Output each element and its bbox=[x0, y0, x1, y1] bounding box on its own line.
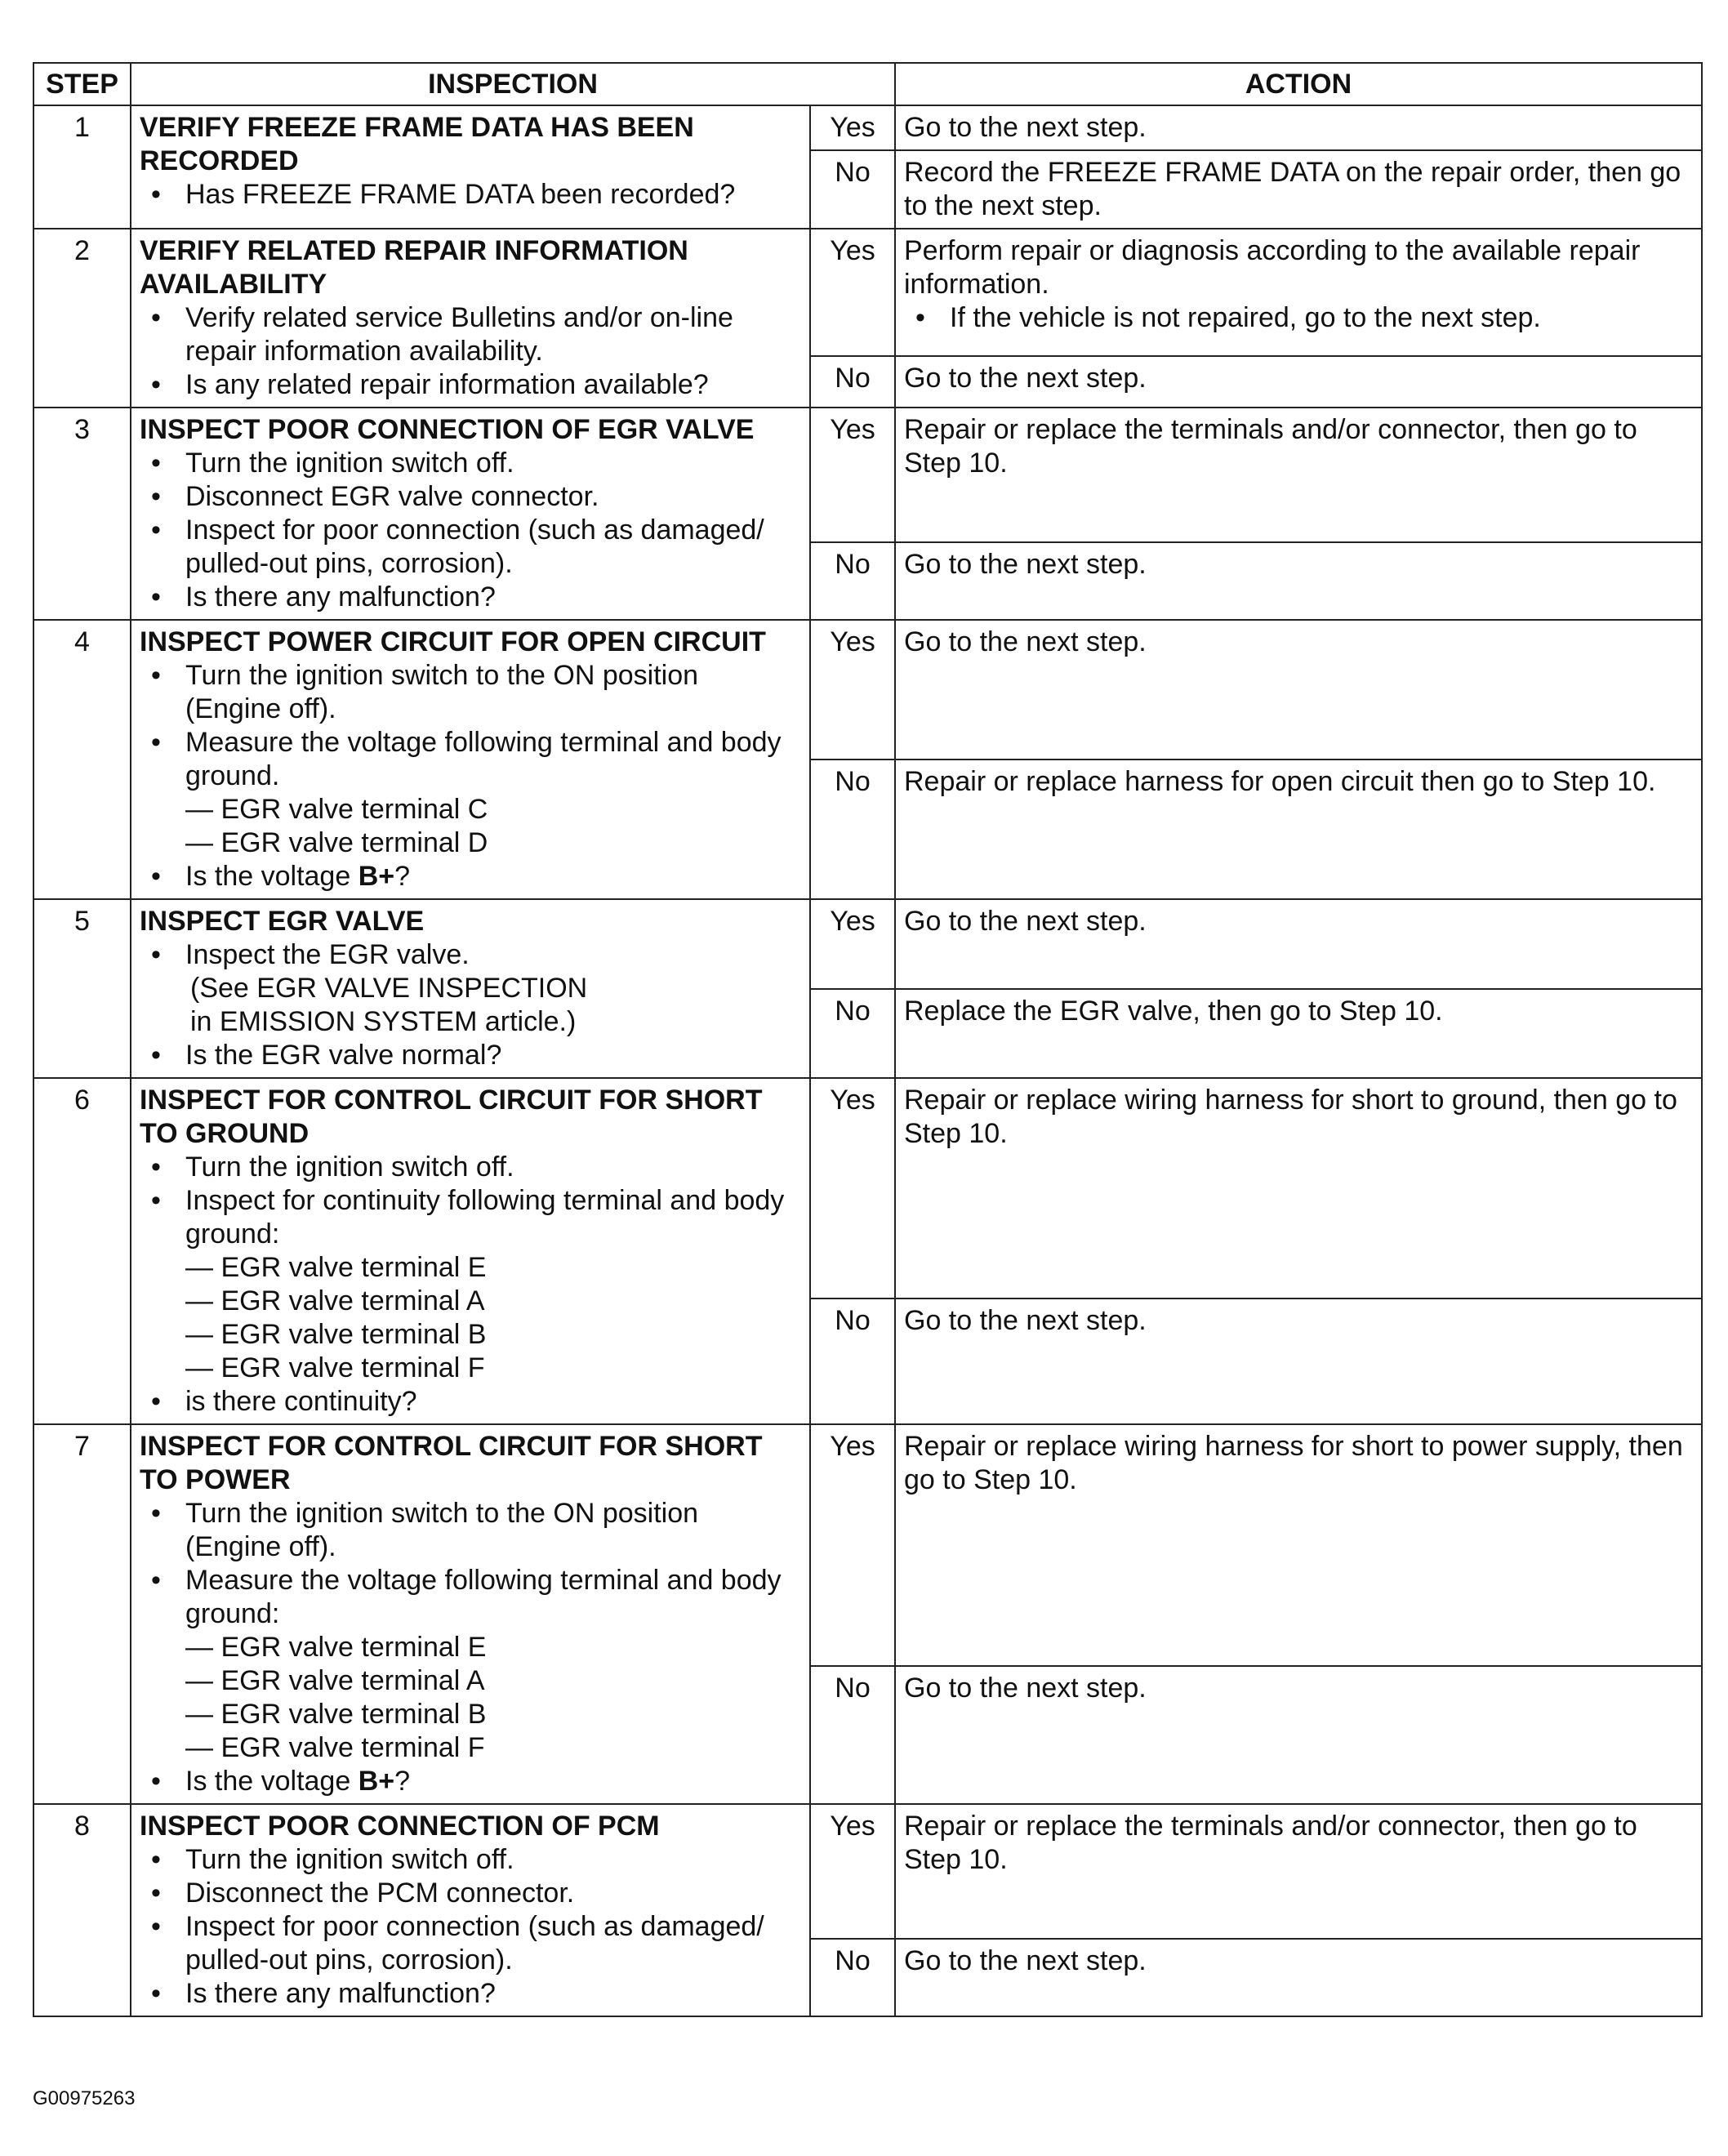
figure-code: G00975263 bbox=[33, 2087, 136, 2109]
step-number: 6 bbox=[33, 1078, 131, 1424]
terminal-item: — EGR valve terminal C bbox=[185, 794, 488, 825]
question-text: Is the voltage bbox=[185, 861, 359, 892]
inspection-cell bbox=[131, 620, 810, 899]
no-action: Go to the next step. bbox=[895, 1666, 1702, 1804]
yes-action: Go to the next step. bbox=[895, 899, 1702, 989]
no-action: Replace the EGR valve, then go to Step 10. bbox=[895, 989, 1702, 1079]
inspection-list bbox=[140, 1843, 801, 2011]
inspection-cell bbox=[131, 1078, 810, 1424]
yes-action: Repair or replace the terminals and/or connector, then go to Step 10. bbox=[895, 408, 1702, 542]
inspection-item: • Is there any malfunction? bbox=[140, 581, 801, 614]
inspection-list bbox=[140, 1151, 801, 1251]
inspection-item: • Has FREEZE FRAME DATA been recorded? bbox=[140, 178, 801, 212]
no-label: No bbox=[810, 1298, 895, 1424]
voltage-value: B+ bbox=[358, 861, 395, 892]
terminal-item: — EGR valve terminal D bbox=[185, 827, 488, 858]
no-label: No bbox=[810, 989, 895, 1079]
inspection-cell bbox=[131, 408, 810, 620]
terminal-item: — EGR valve terminal F bbox=[185, 1352, 485, 1383]
step-3-yes-row bbox=[33, 408, 1702, 542]
inspection-title: INSPECT FOR CONTROL CIRCUIT FOR SHORT TO GROUND bbox=[140, 1085, 763, 1149]
yes-action-cell bbox=[895, 229, 1702, 356]
question-mark: ? bbox=[394, 861, 411, 892]
inspection-item: • Turn the ignition switch to the ON position (Engine off). bbox=[140, 1497, 801, 1564]
step-number: 3 bbox=[33, 408, 131, 620]
terminal-item: — EGR valve terminal A bbox=[185, 1665, 485, 1696]
step-number: 4 bbox=[33, 620, 131, 899]
inspection-list bbox=[140, 659, 801, 793]
terminal-item: — EGR valve terminal F bbox=[185, 1732, 485, 1763]
inspection-list bbox=[140, 860, 801, 893]
inspection-item bbox=[140, 938, 801, 1039]
inspection-item: • Measure the voltage following terminal and body ground: bbox=[140, 1564, 801, 1631]
inspection-title: VERIFY RELATED REPAIR INFORMATION AVAILABILITY bbox=[140, 235, 688, 300]
terminal-item: — EGR valve terminal E bbox=[185, 1632, 487, 1663]
yes-label: Yes bbox=[810, 620, 895, 760]
step-number: 2 bbox=[33, 229, 131, 408]
inspection-list bbox=[140, 1497, 801, 1631]
action-header: ACTION bbox=[895, 63, 1702, 105]
step-2-yes-row bbox=[33, 229, 1702, 356]
step-8-yes-row bbox=[33, 1804, 1702, 1939]
inspection-item: • Is any related repair information available? bbox=[140, 368, 801, 402]
inspection-header: INSPECTION bbox=[131, 63, 895, 105]
inspection-item: • Turn the ignition switch to the ON position (Engine off). bbox=[140, 659, 801, 726]
inspection-title: INSPECT POWER CIRCUIT FOR OPEN CIRCUIT bbox=[140, 626, 766, 657]
inspection-cell bbox=[131, 1424, 810, 1804]
inspection-item: • Inspect for continuity following terminal and body ground: bbox=[140, 1184, 801, 1251]
inspection-list bbox=[140, 301, 801, 402]
yes-action: Repair or replace wiring harness for short to ground, then go to Step 10. bbox=[895, 1078, 1702, 1298]
yes-action: Repair or replace the terminals and/or connector, then go to Step 10. bbox=[895, 1804, 1702, 1939]
inspection-cell bbox=[131, 229, 810, 408]
step-1-yes-row bbox=[33, 105, 1702, 150]
inspection-list bbox=[140, 178, 801, 212]
step-5-yes-row bbox=[33, 899, 1702, 989]
yes-label: Yes bbox=[810, 1424, 895, 1666]
inspection-item bbox=[140, 860, 801, 893]
header-row bbox=[33, 63, 1702, 105]
terminal-item: — EGR valve terminal B bbox=[185, 1699, 487, 1730]
yes-label: Yes bbox=[810, 229, 895, 356]
yes-action: Go to the next step. bbox=[895, 105, 1702, 150]
inspection-list bbox=[140, 1385, 801, 1419]
inspection-list bbox=[140, 938, 801, 1072]
no-label: No bbox=[810, 356, 895, 408]
inspection-title: INSPECT FOR CONTROL CIRCUIT FOR SHORT TO POWER bbox=[140, 1431, 763, 1495]
yes-label: Yes bbox=[810, 105, 895, 150]
step-4-yes-row bbox=[33, 620, 1702, 760]
inspection-item: • Disconnect EGR valve connector. bbox=[140, 480, 801, 514]
inspection-title: INSPECT POOR CONNECTION OF EGR VALVE bbox=[140, 414, 755, 445]
step-6-yes-row bbox=[33, 1078, 1702, 1298]
inspection-item: • Turn the ignition switch off. bbox=[140, 1843, 801, 1877]
inspection-cell bbox=[131, 899, 810, 1078]
reference-line: in EMISSION SYSTEM article.) bbox=[190, 1006, 577, 1037]
reference-line: (See EGR VALVE INSPECTION bbox=[190, 973, 588, 1004]
yes-action: Go to the next step. bbox=[895, 620, 1702, 760]
inspection-item: • Verify related service Bulletins and/or on-line repair information availability. bbox=[140, 301, 801, 368]
terminal-list bbox=[140, 1631, 801, 1765]
yes-label: Yes bbox=[810, 1804, 895, 1939]
step-number: 7 bbox=[33, 1424, 131, 1804]
question-text: Is the voltage bbox=[185, 1766, 359, 1797]
question-mark: ? bbox=[394, 1766, 411, 1797]
yes-label: Yes bbox=[810, 408, 895, 542]
no-action: Go to the next step. bbox=[895, 356, 1702, 408]
inspection-item: • Is there any malfunction? bbox=[140, 1977, 801, 2011]
yes-action-bullet: • If the vehicle is not repaired, go to the next step. bbox=[904, 301, 1693, 335]
inspection-list bbox=[140, 447, 801, 614]
inspection-cell bbox=[131, 1804, 810, 2016]
no-label: No bbox=[810, 1666, 895, 1804]
yes-action: Perform repair or diagnosis according to the available repair information. bbox=[904, 235, 1641, 300]
terminal-list bbox=[140, 1251, 801, 1385]
no-action: Record the FREEZE FRAME DATA on the repair order, then go to the next step. bbox=[895, 150, 1702, 229]
inspection-list bbox=[140, 1765, 801, 1798]
inspection-item bbox=[140, 1765, 801, 1798]
no-action: Repair or replace harness for open circuit then go to Step 10. bbox=[895, 760, 1702, 899]
inspection-item: • Turn the ignition switch off. bbox=[140, 447, 801, 480]
inspection-item: • Inspect for poor connection (such as damaged/ pulled-out pins, corrosion). bbox=[140, 1910, 801, 1977]
yes-action: Repair or replace wiring harness for short to power supply, then go to Step 10. bbox=[895, 1424, 1702, 1666]
inspection-title: VERIFY FREEZE FRAME DATA HAS BEEN RECORDED bbox=[140, 112, 694, 176]
no-label: No bbox=[810, 1939, 895, 2016]
inspection-cell bbox=[131, 105, 810, 229]
inspection-item: • is there continuity? bbox=[140, 1385, 801, 1419]
step-7-yes-row bbox=[33, 1424, 1702, 1666]
step-number: 8 bbox=[33, 1804, 131, 2016]
inspection-item-text: • Inspect the EGR valve. bbox=[185, 939, 470, 970]
step-number: 5 bbox=[33, 899, 131, 1078]
no-action: Go to the next step. bbox=[895, 542, 1702, 620]
inspection-item: • Measure the voltage following terminal and body ground. bbox=[140, 726, 801, 793]
yes-label: Yes bbox=[810, 1078, 895, 1298]
terminal-item: — EGR valve terminal E bbox=[185, 1252, 487, 1283]
no-label: No bbox=[810, 760, 895, 899]
inspection-item: • Is the EGR valve normal? bbox=[140, 1039, 801, 1072]
inspection-item: • Disconnect the PCM connector. bbox=[140, 1877, 801, 1910]
step-header: STEP bbox=[33, 63, 131, 105]
step-number: 1 bbox=[33, 105, 131, 229]
diagnostic-table bbox=[33, 62, 1703, 2017]
no-label: No bbox=[810, 150, 895, 229]
no-action: Go to the next step. bbox=[895, 1939, 1702, 2016]
no-label: No bbox=[810, 542, 895, 620]
terminal-item: — EGR valve terminal B bbox=[185, 1319, 487, 1350]
inspection-item: • Inspect for poor connection (such as damaged/ pulled-out pins, corrosion). bbox=[140, 514, 801, 581]
inspection-item: • Turn the ignition switch off. bbox=[140, 1151, 801, 1184]
no-action: Go to the next step. bbox=[895, 1298, 1702, 1424]
terminal-item: — EGR valve terminal A bbox=[185, 1285, 485, 1316]
inspection-title: INSPECT POOR CONNECTION OF PCM bbox=[140, 1811, 660, 1842]
yes-label: Yes bbox=[810, 899, 895, 989]
voltage-value: B+ bbox=[358, 1766, 395, 1797]
terminal-list bbox=[140, 793, 801, 860]
inspection-title: INSPECT EGR VALVE bbox=[140, 906, 425, 937]
